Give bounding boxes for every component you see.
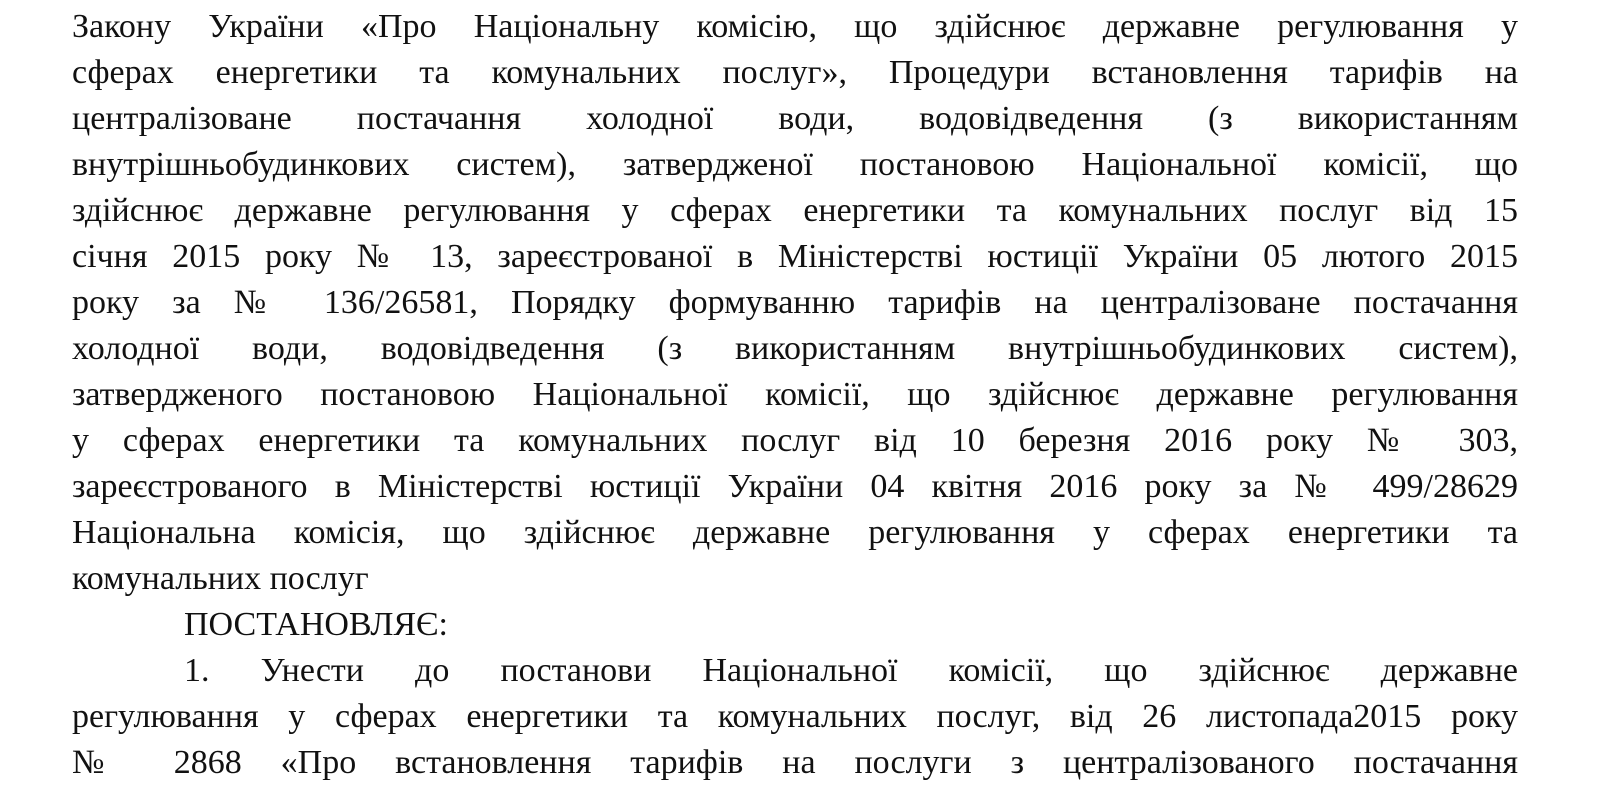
paragraph-line: затвердженого постановою Національної комісії, що здійснює державне регулювання (72, 376, 1518, 413)
paragraph-line: зареєстрованого в Міністерстві юстиції України 04 квітня 2016 року за № 499/28629 (72, 468, 1518, 505)
paragraph-line: у сферах енергетики та комунальних послуг від 10 березня 2016 року № 303, (72, 422, 1518, 459)
paragraph-line: комунальних послуг (72, 560, 369, 597)
item-1-line: 1. Унести до постанови Національної комісії, що здійснює державне (184, 652, 1518, 689)
paragraph-line: централізоване постачання холодної води, водовідведення (з використанням (72, 100, 1518, 137)
resolution-heading: ПОСТАНОВЛЯЄ: (184, 606, 448, 643)
paragraph-line: січня 2015 року № 13, зареєстрованої в Міністерстві юстиції України 05 лютого 2015 (72, 238, 1518, 275)
paragraph-line: холодної води, водовідведення (з використанням внутрішньобудинкових систем), (72, 330, 1518, 367)
paragraph-line: року за № 136/26581, Порядку формуванню тарифів на централізоване постачання (72, 284, 1518, 321)
item-1-line: регулювання у сферах енергетики та комунальних послуг, від 26 листопада2015 року (72, 698, 1518, 735)
paragraph-line: здійснює державне регулювання у сферах енергетики та комунальних послуг від 15 (72, 192, 1518, 229)
paragraph-line: Закону України «Про Національну комісію, що здійснює державне регулювання у (72, 8, 1518, 45)
item-1-line: № 2868 «Про встановлення тарифів на послуги з централізованого постачання (72, 744, 1518, 781)
paragraph-line: сферах енергетики та комунальних послуг», Процедури встановлення тарифів на (72, 54, 1518, 91)
paragraph-line: Національна комісія, що здійснює державне регулювання у сферах енергетики та (72, 514, 1518, 551)
paragraph-line: внутрішньобудинкових систем), затвердженої постановою Національної комісії, що (72, 146, 1518, 183)
